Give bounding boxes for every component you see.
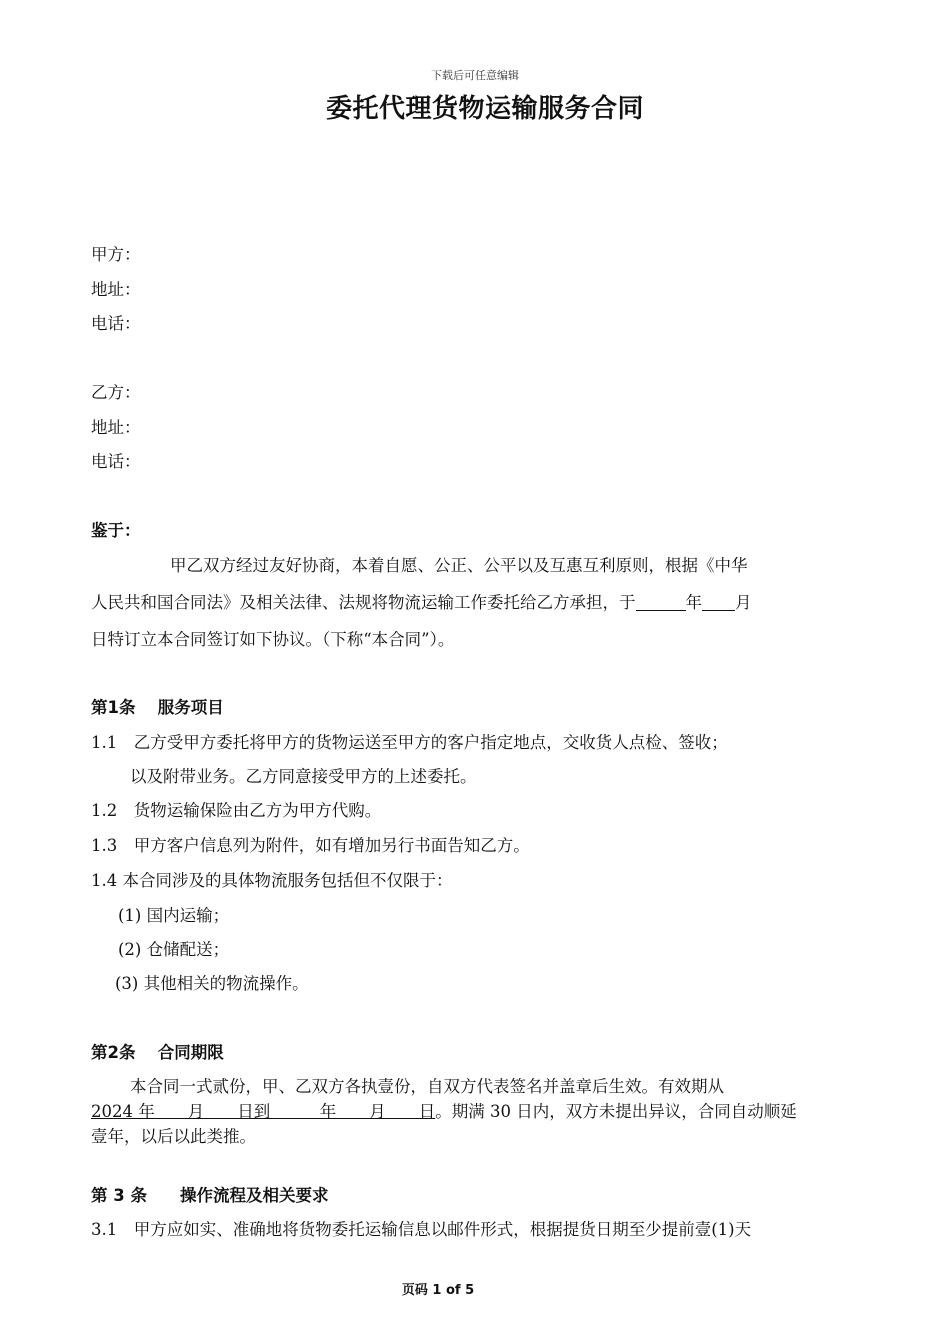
- year-blank: [636, 594, 686, 611]
- list-item: (1) 国内运输；: [118, 906, 230, 925]
- article2-text: 。期满 30 日内，双方未提出异议，合同自动顺延: [435, 1102, 797, 1121]
- list-item: (3) 其他相关的物流操作。: [115, 974, 309, 993]
- clause-1-1: 1.1 乙方受甲方委托将甲方的货物运送至甲方的客户指定地点，交收货人点检、签收；: [91, 733, 728, 752]
- whereas-text: 人民共和国合同法》及相关法律、法规将物流运输工作委托给乙方承担，于: [91, 593, 636, 612]
- validity-dates: 2024 年 月 日到 年 月 日: [91, 1102, 436, 1121]
- whereas-line: [91, 593, 752, 613]
- party-b-address: 地址：: [91, 418, 141, 437]
- month-blank: [702, 594, 735, 611]
- party-a-phone: 电话：: [91, 314, 141, 333]
- list-item: (2) 仓储配送；: [118, 940, 230, 959]
- page-number: 页码 1 of 5: [401, 1283, 475, 1298]
- whereas-line: 甲乙双方经过友好协商，本着自愿、公正、公平以及互惠互利原则，根据《中华: [170, 556, 748, 575]
- article2-line: 壹年，以后以此类推。: [91, 1127, 256, 1146]
- party-a-address: 地址：: [91, 280, 141, 299]
- clause-1-1-cont: 以及附带业务。乙方同意接受甲方的上述委托。: [130, 767, 477, 786]
- clause-1-3: 1.3 甲方客户信息列为附件，如有增加另行书面告知乙方。: [91, 836, 530, 855]
- document-title: 委托代理货物运输服务合同: [325, 94, 644, 124]
- whereas-heading: 鉴于：: [91, 521, 141, 540]
- header-note: 下载后可任意编辑: [431, 69, 519, 82]
- year-label: 年: [685, 593, 702, 612]
- clause-1-2: 1.2 货物运输保险由乙方为甲方代购。: [91, 801, 382, 820]
- party-b-label: 乙方：: [91, 383, 141, 402]
- clause-3-1: 3.1 甲方应如实、准确地将货物委托运输信息以邮件形式，根据提货日期至少提前壹(1)天: [91, 1220, 752, 1239]
- clause-1-4: 1.4 本合同涉及的具体物流服务包括但不仅限于：: [91, 871, 453, 890]
- month-label: 月: [735, 593, 752, 612]
- party-b-phone: 电话：: [91, 452, 141, 471]
- article1-heading: 第1条 服务项目: [91, 698, 224, 717]
- party-a-label: 甲方：: [91, 245, 141, 264]
- article3-heading: 第 3 条 操作流程及相关要求: [91, 1186, 329, 1205]
- article2-line: [91, 1102, 797, 1122]
- whereas-line: 日特订立本合同签订如下协议。（下称“本合同”）。: [91, 630, 455, 649]
- article2-line: 本合同一式贰份，甲、乙双方各执壹份，自双方代表签名并盖章后生效。有效期从: [130, 1077, 724, 1096]
- article2-heading: 第2条 合同期限: [91, 1043, 224, 1062]
